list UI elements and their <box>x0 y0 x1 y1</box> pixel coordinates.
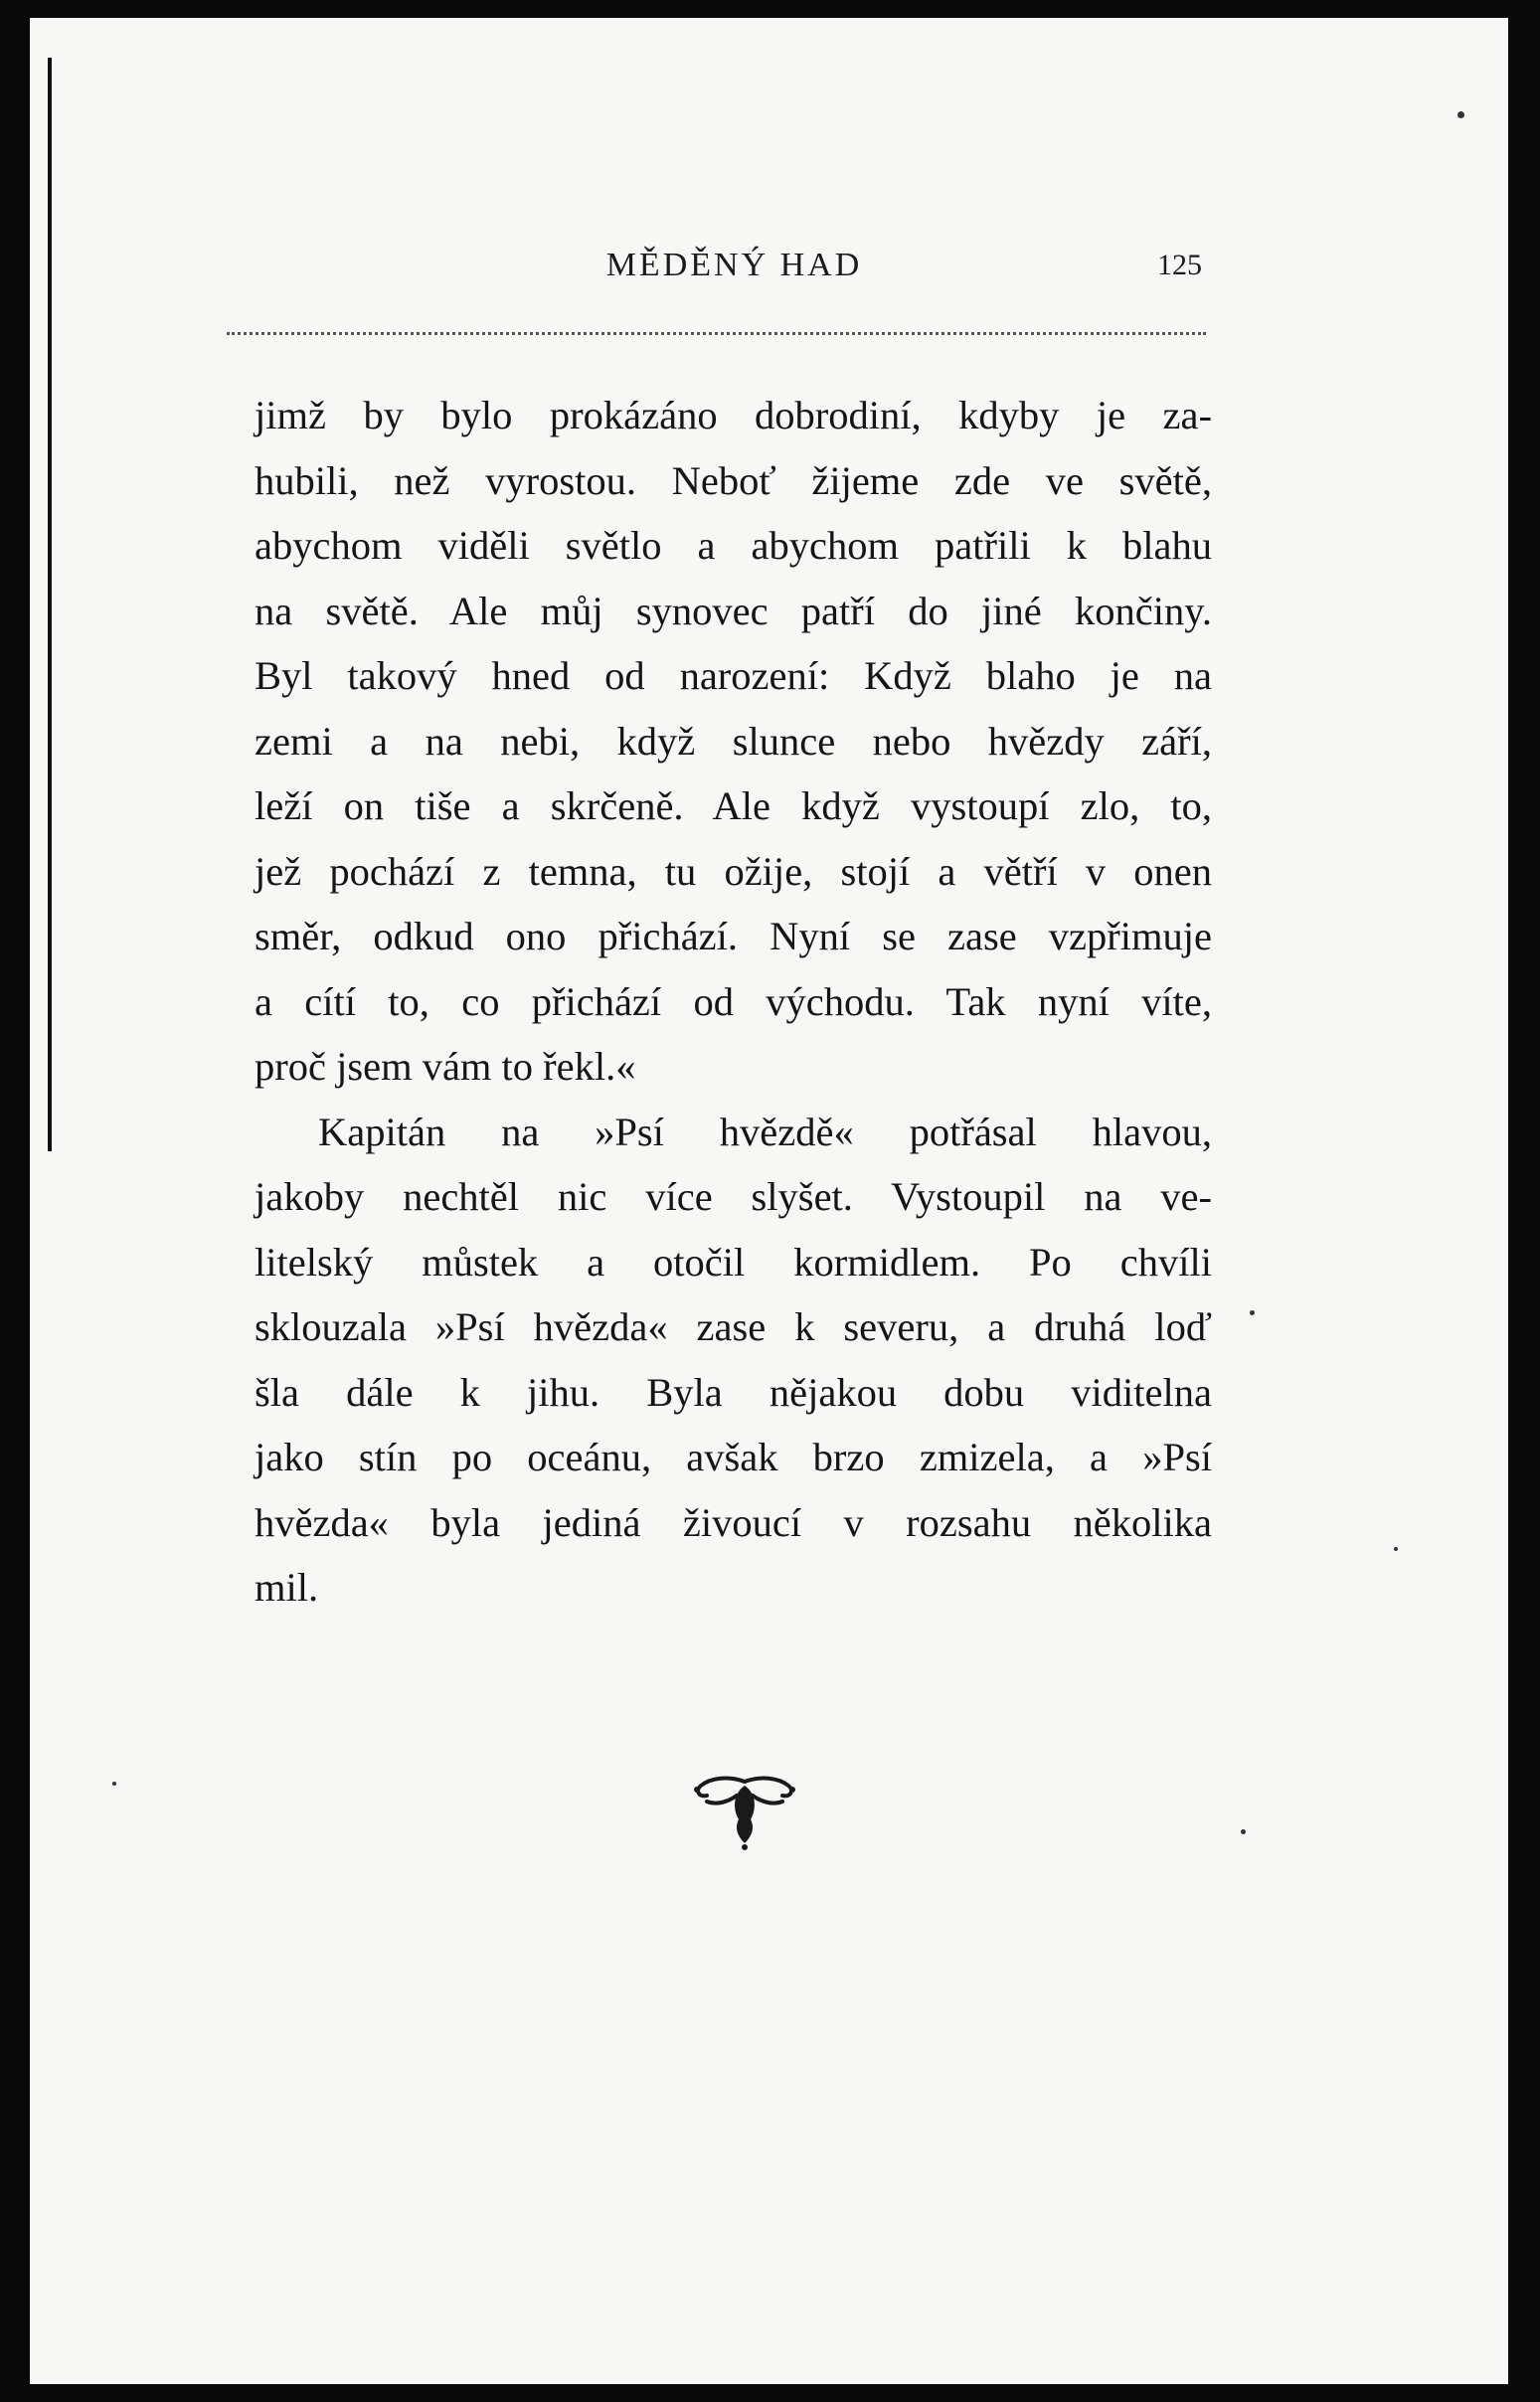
fleuron-ornament-icon <box>689 1772 800 1851</box>
text-line: mil. <box>255 1565 319 1610</box>
body-text <box>255 383 1212 1621</box>
running-title: MĚDĚNÝ HAD <box>605 247 863 283</box>
header-divider <box>227 332 1206 335</box>
text-line: abychom viděli světlo a abychom patřili k blahu <box>255 523 1212 568</box>
paragraph-2 <box>255 1100 1212 1621</box>
text-line: jako stín po oceánu, avšak brzo zmizela, a »Psí <box>255 1435 1212 1479</box>
text-line: litelský můstek a otočil kormidlem. Po chvíli <box>255 1239 1212 1285</box>
text-line: leží on tiše a skrčeně. Ale když vystoupí zlo, to, <box>255 783 1212 828</box>
text-line: směr, odkud ono přichází. Nyní se zase vzpřimuje <box>255 914 1212 958</box>
text-line: hubili, než vyrostou. Neboť žijeme zde ve světě, <box>255 457 1212 503</box>
text-line: a cítí to, co přichází od východu. Tak nyní víte, <box>255 978 1212 1024</box>
paragraph-1 <box>255 383 1212 1100</box>
binding-edge <box>48 58 52 1151</box>
page-number: 125 <box>1157 249 1202 281</box>
text-line: jimž by bylo prokázáno dobrodiní, kdyby je za- <box>255 393 1212 437</box>
page-header <box>227 247 1206 296</box>
text-line: hvězda« byla jediná živoucí v rozsahu několika <box>255 1499 1212 1545</box>
text-line: na světě. Ale můj synovec patří do jiné končiny. <box>255 588 1212 633</box>
text-line: proč jsem vám to řekl.« <box>255 1044 636 1089</box>
text-line: šla dále k jihu. Byla nějakou dobu viditelna <box>255 1369 1212 1415</box>
text-line: zemi a na nebi, když slunce nebo hvězdy září, <box>255 718 1212 764</box>
text-line: sklouzala »Psí hvězda« zase k severu, a druhá loď <box>255 1304 1212 1349</box>
text-line: jež pochází z temna, tu ožije, stojí a větří v onen <box>255 848 1212 894</box>
text-line: jakoby nechtěl nic více slyšet. Vystoupil na ve- <box>255 1174 1212 1219</box>
text-line: Byl takový hned od narození: Když blaho je na <box>255 653 1212 698</box>
text-line: Kapitán na »Psí hvězdě« potřásal hlavou, <box>318 1109 1212 1154</box>
